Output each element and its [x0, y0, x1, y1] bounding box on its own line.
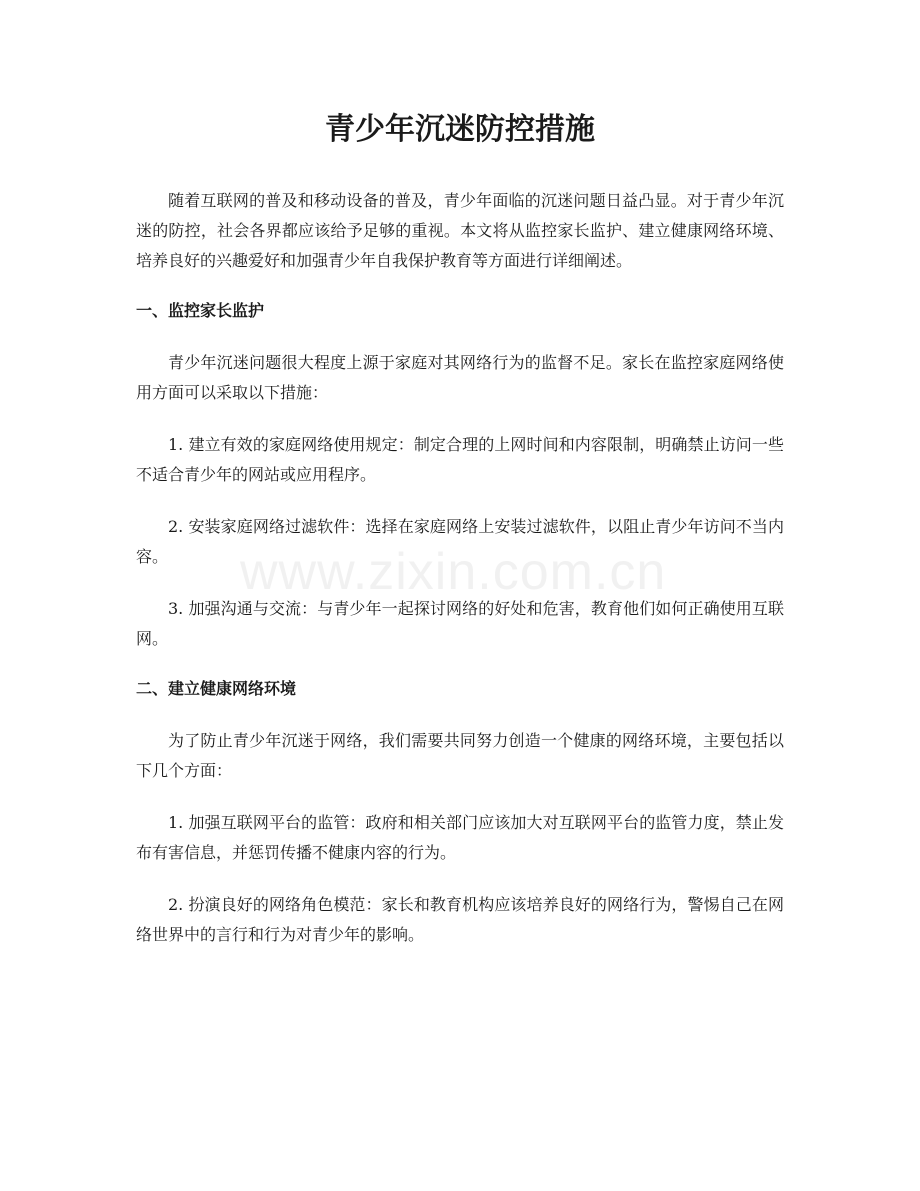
section-heading: 一、监控家长监护 — [136, 301, 265, 320]
section-healthy-network — [136, 676, 784, 950]
list-item: 1. 加强互联网平台的监管：政府和相关部门应该加大对互联网平台的监管力度，禁止发布有害信息，并惩罚传播不健康内容的行为。 — [136, 813, 784, 862]
section-lead-paragraph: 青少年沉迷问题很大程度上源于家庭对其网络行为的监督不足。家长在监控家庭网络使用方面可以采取以下措施： — [136, 353, 784, 402]
section-parental-monitoring — [136, 298, 784, 654]
watermark: www.zixin.com.cn — [240, 543, 667, 601]
list-item: 2. 扮演良好的网络角色模范：家长和教育机构应该培养良好的网络行为，警惕自己在网络世界中的言行和行为对青少年的影响。 — [136, 895, 784, 944]
list-item: 2. 安装家庭网络过滤软件：选择在家庭网络上安装过滤软件，以阻止青少年访问不当内容。 — [136, 517, 784, 566]
list-item: 1. 建立有效的家庭网络使用规定：制定合理的上网时间和内容限制，明确禁止访问一些不适合青少年的网站或应用程序。 — [136, 435, 784, 484]
document-title: 青少年沉迷防控措施 — [325, 112, 595, 147]
document-body — [136, 186, 784, 972]
section-lead-paragraph: 为了防止青少年沉迷于网络，我们需要共同努力创造一个健康的网络环境，主要包括以下几个方面： — [136, 731, 784, 780]
intro-paragraph: 随着互联网的普及和移动设备的普及，青少年面临的沉迷问题日益凸显。对于青少年沉迷的防控，社会各界都应该给予足够的重视。本文将从监控家长监护、建立健康网络环境、培养良好的兴趣爱好和加强青少年自我保护教育等方面进行详细阐述。 — [136, 191, 784, 270]
section-heading: 二、建立健康网络环境 — [136, 679, 297, 698]
list-item: 3. 加强沟通与交流：与青少年一起探讨网络的好处和危害，教育他们如何正确使用互联网。 — [136, 599, 784, 648]
